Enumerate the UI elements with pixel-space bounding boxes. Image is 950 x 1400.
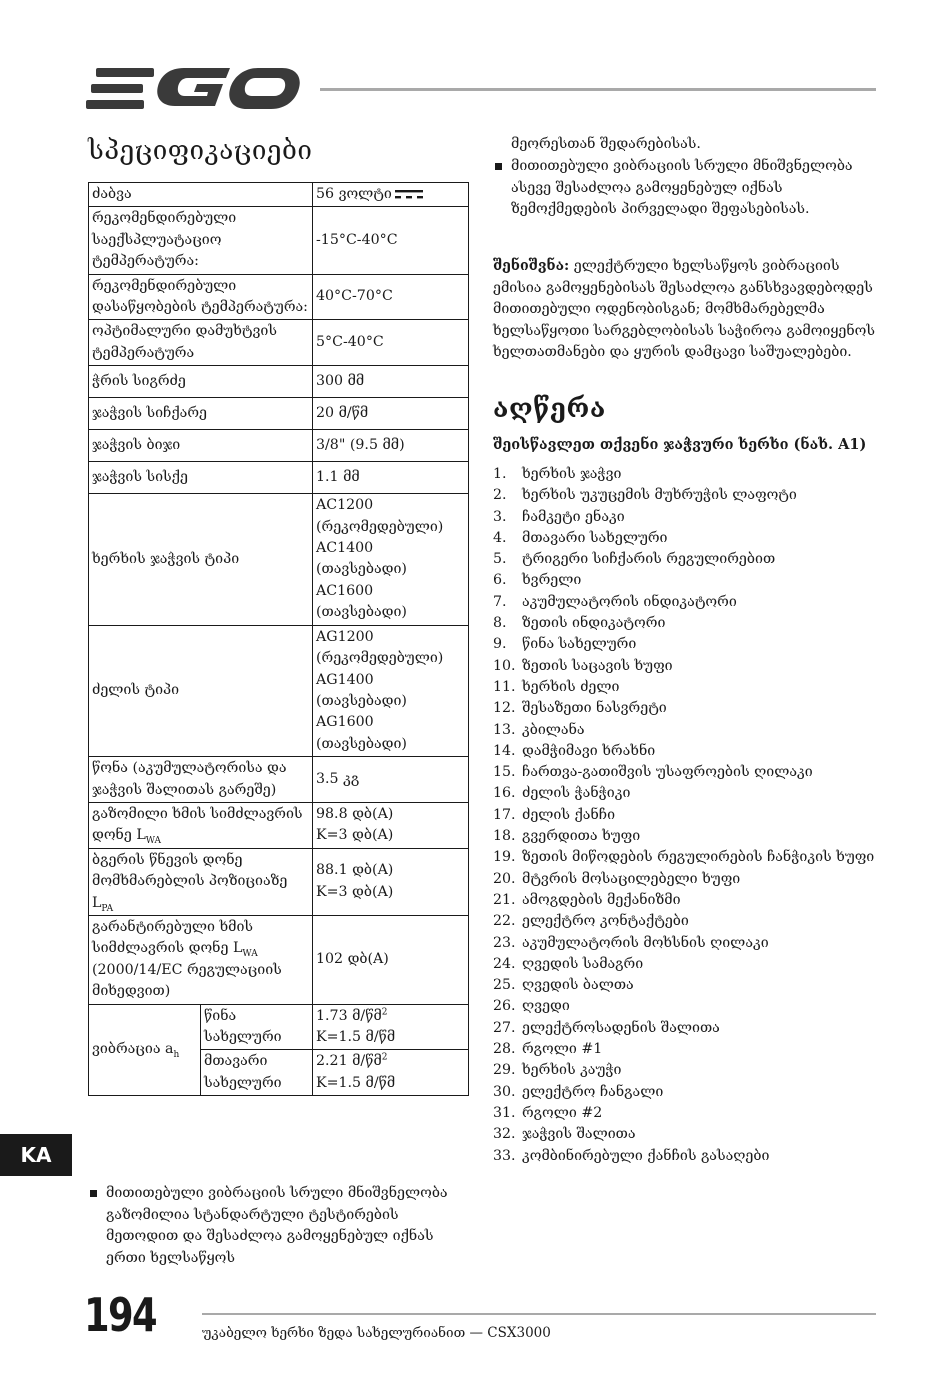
spec-value: 56 ვოლტი <box>313 183 469 207</box>
item-number: 10. <box>493 657 516 674</box>
spec-label: რეკომენდირებული საექსპლუატაციო ტემპერატურა: <box>89 207 313 274</box>
item-text: წინა სახელური <box>522 636 637 653</box>
item-number: 24. <box>493 955 516 972</box>
item-text: ღვედი <box>522 998 570 1015</box>
table-row <box>89 274 469 320</box>
table-row <box>89 802 469 848</box>
front-handle-value: 1.73 მ/წმ$^2$ K=1.5 მ/წმ <box>313 1004 469 1050</box>
item-number: 21. <box>493 891 516 908</box>
list-item <box>493 826 883 847</box>
item-number: 17. <box>493 806 516 823</box>
item-number: 9. <box>493 636 507 653</box>
item-text: ხერხის უკუცემის მუხრუჭის ლაფოტი <box>522 487 797 504</box>
list-item <box>493 528 883 549</box>
header-rule <box>320 88 876 91</box>
item-text: მთავარი სახელური <box>522 529 668 546</box>
item-text: შესაზეთი ნასვრეტი <box>522 700 667 717</box>
item-text: კომბინირებული ქანჩის გასაღები <box>522 1147 770 1164</box>
item-number: 25. <box>493 977 516 994</box>
item-text: ელექტრო ჩანგალი <box>522 1083 664 1100</box>
list-item <box>493 975 883 996</box>
item-text: ზეთის მიწოდების რეგულირების ჩანჭიკის ხუფი <box>522 849 875 866</box>
item-text: ჩართვა-გათიშვის უსაფროების ღილაკი <box>522 764 813 781</box>
spec-value: 20 მ/წმ <box>313 398 469 430</box>
spec-label: ჭრის სიგრძე <box>89 366 313 398</box>
item-number: 19. <box>493 849 516 866</box>
spec-label: ძაბვა <box>89 183 313 207</box>
item-number: 7. <box>493 593 507 610</box>
item-text: ელექტრო კონტაქტები <box>522 913 689 930</box>
item-number: 1. <box>493 466 507 482</box>
spec-label: ოპტიმალური დამუხტვის ტემპერატურა <box>89 320 313 366</box>
item-number: 5. <box>493 551 507 568</box>
table-row <box>89 183 469 207</box>
item-number: 12. <box>493 700 516 717</box>
item-number: 3. <box>493 508 507 525</box>
spec-label: ხერხის ჯაჭვის ტიპი <box>89 494 313 625</box>
list-item <box>493 613 883 634</box>
list-item <box>493 890 883 911</box>
spec-label: წონა (აკუმულატორისა და ჯაჭვის შალითას გარეშე) <box>89 757 313 803</box>
list-item <box>493 741 883 762</box>
item-number: 28. <box>493 1041 516 1058</box>
list-item <box>493 1146 883 1167</box>
note-label: შენიშვნა: <box>493 258 570 274</box>
list-item: მითითებული ვიბრაციის სრული მნიშვნელობა ასევე შესაძლოა გამოყენებულ იქნას ზემოქმედების პირველადი შეფასებისას. <box>493 156 878 221</box>
spec-value: 3/8" (9.5 მმ) <box>313 430 469 462</box>
list-item <box>493 677 883 698</box>
table-row <box>89 462 469 494</box>
table-row <box>89 1004 469 1050</box>
dc-current-icon <box>394 187 424 201</box>
spec-value: 5°C-40°C <box>313 320 469 366</box>
item-number: 26. <box>493 998 516 1015</box>
list-item <box>493 847 883 868</box>
item-text: ღვედის სამაგრი <box>522 955 644 972</box>
list-item <box>493 783 883 804</box>
bullet-square-icon <box>495 163 502 170</box>
item-text: ელექტროსადენის შალითა <box>522 1019 720 1036</box>
continued-text: მეორესთან შედარებისას. <box>511 136 701 152</box>
item-text: აკუმულატორის მოხსნის ღილაკი <box>522 934 769 951</box>
table-row <box>89 625 469 756</box>
spec-value: 300 მმ <box>313 366 469 398</box>
item-number: 6. <box>493 572 507 589</box>
footer-title: უკაბელო ხერხი ზედა სახელურიანით — CSX3000 <box>202 1325 551 1341</box>
item-number: 30. <box>493 1083 516 1100</box>
footer-rule <box>202 1313 876 1315</box>
spec-value: AC1200 (რეკომედებული) AC1400 (თავსებადი) AC1600 (თავსებადი) <box>313 494 469 625</box>
list-item <box>493 1018 883 1039</box>
item-text: ჩამკეტი ენაკი <box>522 508 625 525</box>
table-row <box>89 848 469 915</box>
item-text: მტვრის მოსაცილებელი ხუფი <box>522 870 741 887</box>
item-text: ძელის ქანჩი <box>522 806 616 823</box>
item-number: 15. <box>493 764 516 781</box>
table-row <box>89 430 469 462</box>
list-item <box>493 634 883 655</box>
list-item <box>493 933 883 954</box>
table-row <box>89 320 469 366</box>
item-number: 18. <box>493 828 516 845</box>
item-number: 22. <box>493 913 516 930</box>
item-number: 33. <box>493 1147 516 1164</box>
spec-label: გარანტირებული ხმის სიმძლავრის დონე $L_{WA}$ (2000/14/EC რეგულაციის მიხედვით) <box>89 915 313 1004</box>
item-text: დამჭიმავი ხრახნი <box>522 742 656 759</box>
item-number: 14. <box>493 742 516 759</box>
item-text: ჯაჭვის შალითა <box>522 1126 636 1143</box>
vibration-label: ვიბრაცია $a_h$ <box>89 1004 201 1096</box>
spec-value: 1.1 მმ <box>313 462 469 494</box>
list-item <box>493 1103 883 1124</box>
spec-label: ძელის ტიპი <box>89 625 313 756</box>
item-text: რგოლი #2 <box>522 1104 603 1121</box>
spec-value: 102 დბ(A) <box>313 915 469 1004</box>
table-row <box>89 757 469 803</box>
rear-handle-value: 2.21 მ/წმ$^2$ K=1.5 მ/წმ <box>313 1050 469 1096</box>
spec-label: ჯაჭვის ბიჯი <box>89 430 313 462</box>
list-item <box>493 954 883 975</box>
item-number: 29. <box>493 1062 516 1079</box>
item-text: რგოლი #1 <box>522 1041 603 1058</box>
vibration-notes-list-continued <box>493 156 878 223</box>
list-item <box>493 549 883 570</box>
spec-label: ბგერის წნევის დონე მომხმარებლის პოზიციაზე $L_{PA}$ <box>89 848 313 915</box>
page-number: 194 <box>84 1288 157 1342</box>
item-text: ძელის ჭანჭიკი <box>522 785 631 802</box>
bullet-square-icon <box>90 1190 97 1197</box>
spec-value: 3.5 კგ <box>313 757 469 803</box>
table-row <box>89 366 469 398</box>
item-number: 4. <box>493 529 507 546</box>
list-item <box>493 1124 883 1145</box>
list-item <box>493 1039 883 1060</box>
item-text: ღვედის ბალთა <box>522 977 634 994</box>
list-item <box>493 762 883 783</box>
spec-value: 40°C-70°C <box>313 274 469 320</box>
item-text: ზეთის საცავის ხუფი <box>522 657 673 674</box>
table-row <box>89 915 469 1004</box>
rear-handle-label: მთავარი სახელური <box>201 1050 313 1096</box>
list-item <box>493 869 883 890</box>
list-item <box>493 570 883 591</box>
spec-label: ჯაჭვის სიჩქარე <box>89 398 313 430</box>
item-text: ხვრელი <box>522 572 582 589</box>
specifications-table <box>88 182 469 1096</box>
description-subheading: შეისწავლეთ თქვენი ჯაჭვური ხერხი (ნახ. A1) <box>493 436 867 453</box>
spec-value: 88.1 დბ(A) K=3 დბ(A) <box>313 848 469 915</box>
ego-logo <box>86 64 302 114</box>
list-item <box>493 1060 883 1081</box>
table-row <box>89 398 469 430</box>
item-number: 32. <box>493 1126 516 1143</box>
description-heading: აღწერა <box>493 394 606 424</box>
item-number: 2. <box>493 487 507 504</box>
item-number: 31. <box>493 1104 516 1121</box>
specifications-heading: სპეციფიკაციები <box>88 136 313 166</box>
item-text: გვერდითა ხუფი <box>522 828 641 845</box>
list-item <box>493 464 883 485</box>
list-item: მითითებული ვიბრაციის სრული მნიშვნელობა გაზომილია სტანდარტული ტესტირების მეთოდით და შესაძლოა გამოყენებულ იქნას ერთი ხელსაწყოს <box>88 1183 463 1269</box>
list-item <box>493 805 883 826</box>
list-item <box>493 911 883 932</box>
item-text: ხერხის ჯაჭვი <box>522 466 622 482</box>
item-text: ხერხის კაუჭი <box>522 1062 622 1079</box>
vibration-notes-list <box>88 1183 463 1271</box>
spec-label: რეკომენდირებული დასაწყობების ტემპერატურა: <box>89 274 313 320</box>
spec-value: AG1200 (რეკომედებული) AG1400 (თავსებადი) AG1600 (თავსებადი) <box>313 625 469 756</box>
item-text: ამოგდების მექანიზმი <box>522 891 681 908</box>
item-number: 23. <box>493 934 516 951</box>
item-text: ტრიგერი სიჩქარის რეგულირებით <box>522 551 776 568</box>
item-number: 8. <box>493 615 507 632</box>
spec-label: გაზომილი ხმის სიმძლავრის დონე $L_{WA}$ <box>89 802 313 848</box>
list-item <box>493 996 883 1017</box>
list-item <box>493 656 883 677</box>
table-row <box>89 494 469 625</box>
item-text: კბილანა <box>522 721 585 738</box>
item-text: აკუმულატორის ინდიკატორი <box>522 593 737 610</box>
spec-value: -15°C-40°C <box>313 207 469 274</box>
table-row <box>89 207 469 274</box>
list-item <box>493 720 883 741</box>
spec-value: 98.8 დბ(A) K=3 დბ(A) <box>313 802 469 848</box>
item-number: 27. <box>493 1019 516 1036</box>
list-item <box>493 592 883 613</box>
item-text: ხერხის ძელი <box>522 678 620 695</box>
language-tab: KA <box>0 1134 72 1176</box>
item-number: 20. <box>493 870 516 887</box>
item-number: 16. <box>493 785 516 802</box>
item-text: ზეთის ინდიკატორი <box>522 615 666 632</box>
list-item <box>493 698 883 719</box>
item-number: 13. <box>493 721 516 738</box>
parts-list <box>493 464 883 1167</box>
list-item <box>493 1082 883 1103</box>
front-handle-label: წინა სახელური <box>201 1004 313 1050</box>
note-paragraph: შენიშვნა: ელექტრული ხელსაწყოს ვიბრაციის ემისია გამოყენებისას შესაძლოა განსხვავდებოდეს მითითებული ოდენობისგან; მომხმარებელმა ხელსაწყოთი სარგებლობისას საჭიროა გამოიყენოს ხელთათმანები და ყურის დამცავი საშუალებები. <box>493 258 875 360</box>
item-number: 11. <box>493 678 516 695</box>
list-item <box>493 485 883 506</box>
spec-label: ჯაჭვის სისქე <box>89 462 313 494</box>
list-item <box>493 507 883 528</box>
